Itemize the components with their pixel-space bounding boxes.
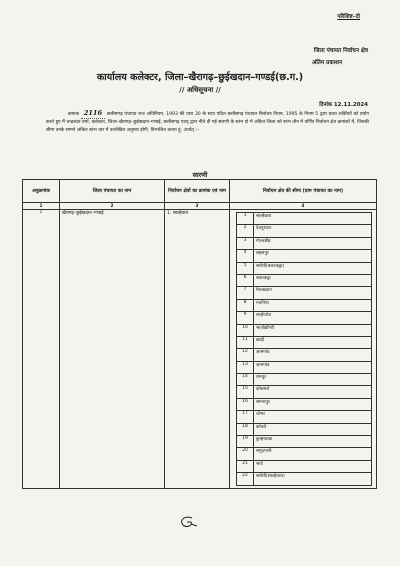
village-name: कुम्हरवाडा <box>254 436 372 448</box>
village-number: 8 <box>237 299 254 311</box>
notice-paragraph <box>46 110 369 134</box>
village-row <box>237 423 372 435</box>
village-number: 14 <box>237 374 254 386</box>
village-name: कोसमर्रा <box>254 386 372 398</box>
notification-subtitle: // अधिसूचना // <box>179 86 221 94</box>
village-number: 5 <box>237 262 254 274</box>
village-row <box>237 374 372 386</box>
notice-number: 2116 <box>81 110 105 119</box>
village-name: देवपुरघाट <box>254 225 372 237</box>
village-row <box>237 411 372 423</box>
village-number: 19 <box>237 436 254 448</box>
village-number: 16 <box>237 398 254 410</box>
village-list <box>236 212 372 486</box>
notification-date: दिनांक 12.11.2024 <box>319 102 368 108</box>
village-name: चोभर <box>254 411 372 423</box>
header-line-publication: अंतिम प्रकाशन <box>311 60 342 66</box>
village-name: समनापुर <box>254 398 372 410</box>
village-row <box>237 436 372 448</box>
village-name: साल्हेवारा <box>254 213 372 225</box>
village-row <box>237 312 372 324</box>
village-name: भाजीडोंगरी <box>254 324 372 336</box>
village-name: गोलरडीह <box>254 237 372 249</box>
constituency-table <box>22 179 377 489</box>
village-number: 9 <box>237 312 254 324</box>
village-name: बकरकट्टा <box>254 274 372 286</box>
table-row <box>23 210 377 489</box>
table-header-row <box>23 180 377 203</box>
annexure-label: परिशिष्ट–दो <box>337 14 360 20</box>
village-name: भावे <box>254 460 372 472</box>
village-row <box>237 250 372 262</box>
village-row <box>237 274 372 286</box>
village-number: 20 <box>237 448 254 460</box>
village-number: 3 <box>237 237 254 249</box>
village-name: रामपुर <box>254 374 372 386</box>
header-district: जिला पंचायत का नाम <box>60 180 165 203</box>
village-name: खादी <box>254 336 372 348</box>
row-constituency: 1. साल्हेवारा <box>165 210 230 489</box>
village-name: आमगांव <box>254 349 372 361</box>
header-boundary: निर्वाचन क्षेत्र की सीमा (ग्राम पंचायत का नाम) <box>230 180 377 203</box>
signature-mark <box>178 515 200 529</box>
village-row <box>237 225 372 237</box>
column-number: 3 <box>165 203 230 210</box>
village-list-cell <box>230 210 377 489</box>
village-number: 6 <box>237 274 254 286</box>
village-name: सरोधी(बकरकट्टा) <box>254 262 372 274</box>
village-name: सहसपुर <box>254 250 372 262</box>
village-number: 7 <box>237 287 254 299</box>
column-number: 1 <box>23 203 60 210</box>
header-constituency: निर्वाचन क्षेत्रों का क्रमांक एवं नाम <box>165 180 230 203</box>
village-row <box>237 398 372 410</box>
column-number-row <box>23 203 377 210</box>
row-serial: 1 <box>23 210 60 489</box>
village-row <box>237 473 372 485</box>
notice-text: छत्तीसगढ़ पंचायत राज अधिनियम, 1993 की धारा 30 के साथ पठित छत्तीसगढ़ पंचायत निर्वाचन नियम, 1995 के नियम 5 द्वारा प्रदत्त शक्तियों को प्रयोग करते हुए मैं चन्द्रकांत वर्मा, कलेक्टर, जिला–खैरागढ़–छुईखदान–गण्डई, छत्तीसगढ़ एतद् द्वारा नीचे दी गई सारणी के स्तंभ दो में अंकित जिला को स्तंभ तीन में वर्णित निर्वाचन क्षेत्र क्रमांकों में, जिनकी सीमा उनके सामने अंकित स्तंभ चार में उल्लेखित अनुसार होगी, विभाजित करता हूं, अर्थात् :– <box>46 112 370 133</box>
village-number: 17 <box>237 411 254 423</box>
village-row <box>237 361 372 373</box>
village-name: जामगांव <box>254 361 372 373</box>
village-number: 2 <box>237 225 254 237</box>
village-row <box>237 262 372 274</box>
village-name: समुंदपानी <box>254 448 372 460</box>
village-row <box>237 349 372 361</box>
village-row <box>237 213 372 225</box>
notice-prefix: क्रमांक <box>68 112 79 117</box>
village-name: नचनिया <box>254 299 372 311</box>
village-number: 13 <box>237 361 254 373</box>
village-number: 22 <box>237 473 254 485</box>
village-row <box>237 386 372 398</box>
table-title: सारणी <box>192 171 208 179</box>
village-name: सरोधी(साल्हेवारा) <box>254 473 372 485</box>
village-row <box>237 336 372 348</box>
header-serial: अनुक्रमांक <box>23 180 60 203</box>
village-number: 10 <box>237 324 254 336</box>
row-district: खैरागढ़–छुईखदान–गण्डई <box>60 210 165 489</box>
village-row <box>237 324 372 336</box>
village-number: 18 <box>237 423 254 435</box>
village-name: गेरूखदान <box>254 287 372 299</box>
village-number: 1 <box>237 213 254 225</box>
page-title: कार्यालय कलेक्टर, जिला–खैरागढ़–छुईखदान–गण्डई(छ.ग.) <box>96 72 304 83</box>
village-number: 11 <box>237 336 254 348</box>
village-name: सरईपतेरा <box>254 312 372 324</box>
column-number: 2 <box>60 203 165 210</box>
village-row <box>237 237 372 249</box>
village-number: 12 <box>237 349 254 361</box>
column-number: 4 <box>230 203 377 210</box>
village-name: कोपरो <box>254 423 372 435</box>
header-line-constituency: जिला पंचायत निर्वाचन क्षेत्र <box>313 48 368 54</box>
village-row <box>237 287 372 299</box>
village-row <box>237 448 372 460</box>
village-row <box>237 460 372 472</box>
village-number: 21 <box>237 460 254 472</box>
village-number: 15 <box>237 386 254 398</box>
village-row <box>237 299 372 311</box>
village-number: 4 <box>237 250 254 262</box>
